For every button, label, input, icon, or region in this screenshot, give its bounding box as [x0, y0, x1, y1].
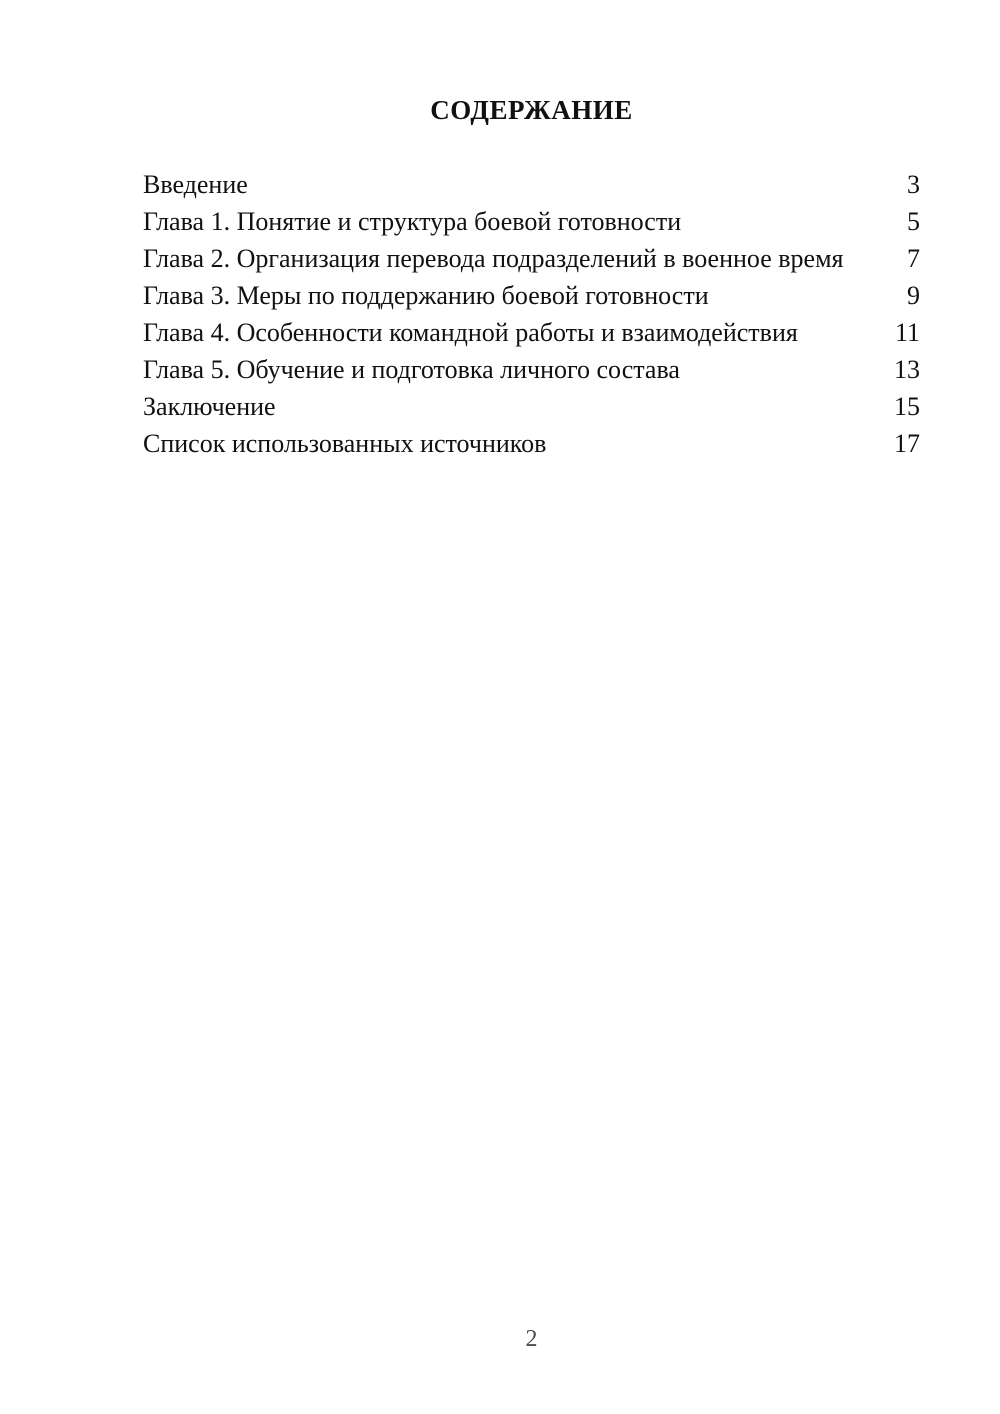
toc-entry-page: 15: [894, 392, 920, 421]
toc-row: [143, 277, 920, 314]
toc-row: [143, 388, 920, 425]
toc-row: [143, 314, 920, 351]
toc-entry-label: Заключение: [143, 392, 276, 421]
toc-entry-label: Введение: [143, 170, 248, 199]
toc-entry-label: Глава 5. Обучение и подготовка личного состава: [143, 355, 680, 384]
page-title: СОДЕРЖАНИЕ: [430, 95, 633, 125]
toc-entry-label: Глава 1. Понятие и структура боевой готовности: [143, 207, 682, 236]
toc-entry-page: 13: [894, 355, 920, 384]
toc-row: [143, 203, 920, 240]
toc-entry-page: 5: [907, 207, 920, 236]
toc-entry-label: Глава 2. Организация перевода подразделений в военное время: [143, 244, 844, 273]
content-area: [143, 0, 920, 462]
toc-entry-page: 11: [894, 318, 920, 347]
toc-list: [143, 166, 920, 462]
toc-row: [143, 425, 920, 462]
toc-entry-label: Глава 4. Особенности командной работы и взаимодействия: [143, 318, 798, 347]
toc-row: [143, 166, 920, 203]
toc-entry-page: 9: [907, 281, 920, 310]
toc-entry-label: Список использованных источников: [143, 429, 547, 458]
page-number: 2: [525, 1326, 538, 1352]
toc-row: [143, 351, 920, 388]
toc-entry-page: 7: [907, 244, 920, 273]
toc-entry-page: 17: [894, 429, 920, 458]
toc-entry-label: Глава 3. Меры по поддержанию боевой готовности: [143, 281, 709, 310]
toc-row: [143, 240, 920, 277]
toc-entry-page: 3: [907, 170, 920, 199]
